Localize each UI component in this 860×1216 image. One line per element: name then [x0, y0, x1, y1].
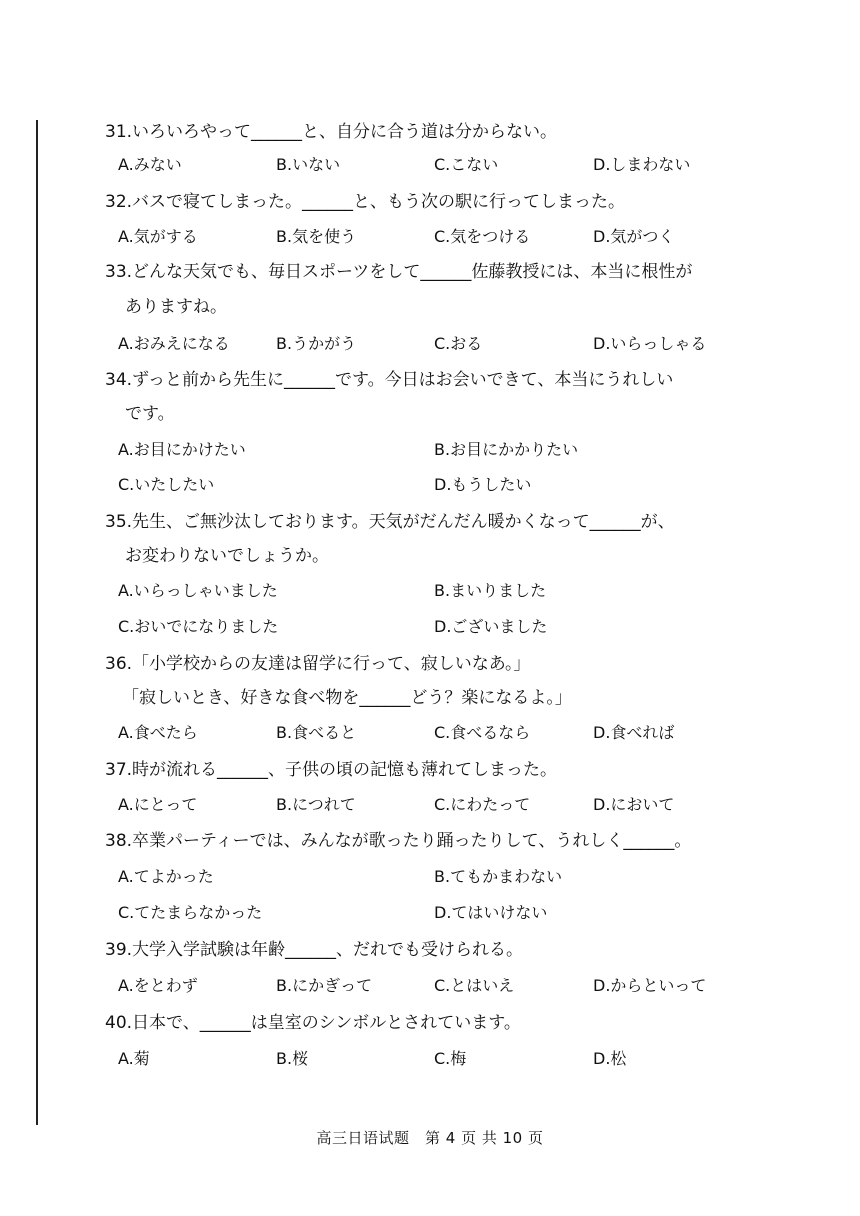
question-40-option-b: B.桜	[276, 1049, 309, 1068]
question-36-option-d: D.食べれば	[593, 723, 675, 742]
question-34-option-c: C.いたしたい	[118, 475, 215, 494]
page-footer: 高三日语试题 第 4 页 共 10 页	[316, 1129, 544, 1147]
margin-rule	[36, 120, 38, 1125]
question-39-option-c: C.とはいえ	[434, 976, 515, 995]
question-31-option-d: D.しまわない	[593, 155, 691, 174]
question-40-option-c: C.梅	[434, 1049, 467, 1068]
question-36-option-b: B.食べると	[276, 723, 357, 742]
question-36-option-a: A.食べたら	[118, 723, 198, 742]
question-31-stem: 31.いろいろやって______と、自分に合う道は分からない。	[105, 122, 558, 142]
question-39-option-b: B.にかぎって	[276, 976, 373, 995]
question-32-option-a: A.気がする	[118, 227, 198, 246]
question-34-option-a: A.お目にかけたい	[118, 440, 246, 459]
question-38-stem: 38.卒業パーティーでは、みんなが歌ったり踊ったりして、うれしく______。	[105, 831, 692, 851]
question-34-option-b: B.お目にかかりたい	[434, 440, 579, 459]
question-40-option-a: A.菊	[118, 1049, 150, 1068]
question-39-option-d: D.からといって	[593, 976, 707, 995]
question-36-stem: 36.「小学校からの友達は留学に行って、寂しいなあ。」	[105, 654, 531, 674]
question-33-option-b: B.うかがう	[276, 334, 357, 353]
question-31-option-c: C.こない	[434, 155, 499, 174]
question-35-option-c: C.おいでになりました	[118, 617, 279, 636]
question-39-stem: 39.大学入学試験は年齢______、だれでも受けられる。	[105, 940, 524, 960]
question-36-continuation: 「寂しいとき、好きな食べ物を______どう？楽になるよ。」	[122, 688, 572, 708]
question-38-option-c: C.てたまらなかった	[118, 903, 263, 922]
question-34-option-d: D.もうしたい	[434, 475, 532, 494]
question-37-stem: 37.時が流れる______、子供の頃の記憶も薄れてしまった。	[105, 760, 558, 780]
question-35-continuation: お変わりないでしょうか。	[125, 546, 329, 566]
question-32-option-c: C.気をつける	[434, 227, 531, 246]
question-37-option-c: C.にわたって	[434, 795, 531, 814]
question-33-stem: 33.どんな天気でも、毎日スポーツをして______佐藤教授には、本当に根性が	[105, 262, 693, 282]
question-37-option-b: B.につれて	[276, 795, 356, 814]
question-32-stem: 32.バスで寝てしまった。______と、もう次の駅に行ってしまった。	[105, 192, 626, 212]
question-38-option-b: B.てもかまわない	[434, 867, 563, 886]
question-40-option-d: D.松	[593, 1049, 627, 1068]
question-35-stem: 35.先生、ご無沙汰しております。天気がだんだん暖かくなって______が、	[105, 512, 675, 532]
question-35-option-a: A.いらっしゃいました	[118, 581, 278, 600]
question-36-option-c: C.食べるなら	[434, 723, 531, 742]
question-32-option-b: B.気を使う	[276, 227, 357, 246]
question-31-option-a: A.みない	[118, 155, 182, 174]
question-34-continuation: です。	[125, 404, 175, 424]
question-40-stem: 40.日本で、______は皇室のシンボルとされています。	[105, 1013, 521, 1033]
question-33-option-c: C.おる	[434, 334, 483, 353]
question-34-stem: 34.ずっと前から先生に______です。今日はお会いできて、本当にうれしい	[105, 370, 674, 390]
question-38-option-a: A.てよかった	[118, 867, 214, 886]
question-37-option-d: D.において	[593, 795, 675, 814]
question-32-option-d: D.気がつく	[593, 227, 675, 246]
question-33-continuation: ありますね。	[125, 297, 227, 317]
question-37-option-a: A.にとって	[118, 795, 198, 814]
question-38-option-d: D.てはいけない	[434, 903, 548, 922]
question-33-option-a: A.おみえになる	[118, 334, 230, 353]
question-35-option-d: D.ございました	[434, 617, 548, 636]
question-33-option-d: D.いらっしゃる	[593, 334, 707, 353]
question-31-option-b: B.いない	[276, 155, 341, 174]
question-39-option-a: A.をとわず	[118, 976, 198, 995]
question-35-option-b: B.まいりました	[434, 581, 547, 600]
